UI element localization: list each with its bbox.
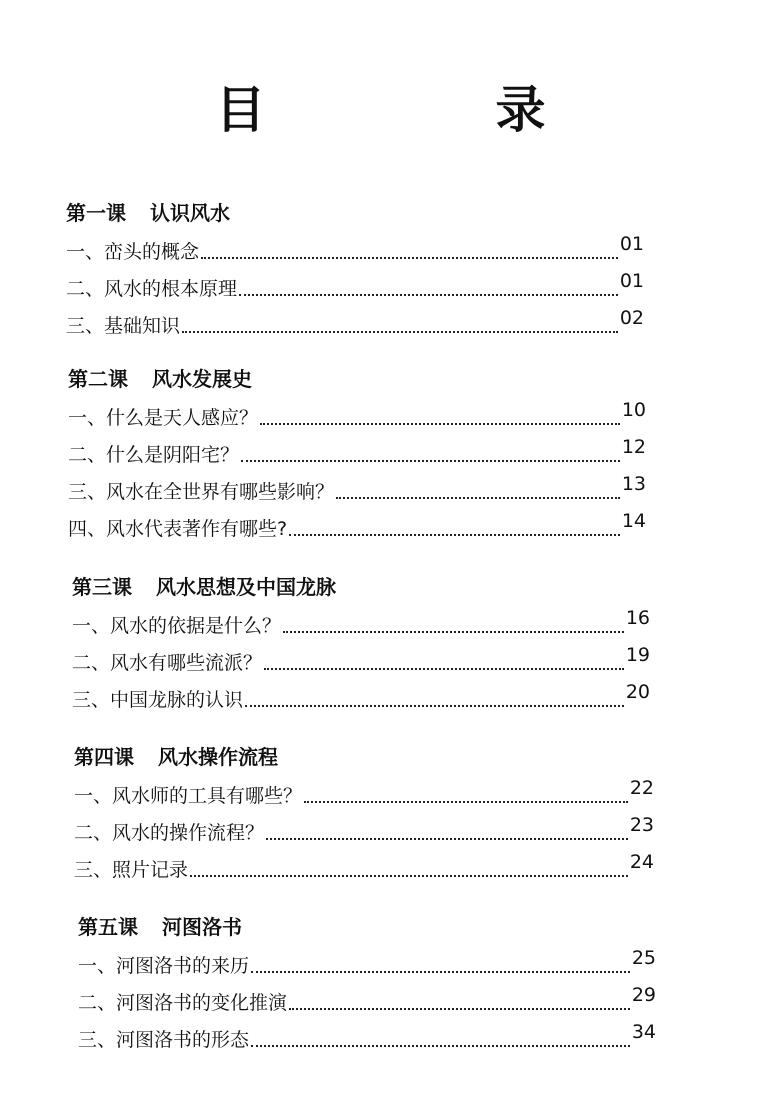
- dot-leader: [283, 631, 624, 633]
- toc-entry-title: 二、什么是阴阳宅？: [68, 444, 240, 466]
- lesson-name: 风水思想及中国龙脉: [156, 575, 336, 599]
- toc-entry-title: 三、中国龙脉的认识: [72, 689, 244, 711]
- lesson-section: [72, 572, 650, 713]
- toc-entry-page: 23: [629, 814, 654, 836]
- dot-leader: [241, 460, 620, 462]
- toc-entry[interactable]: [66, 302, 644, 339]
- lesson-heading: [78, 912, 656, 942]
- toc-entry-page: 19: [625, 644, 650, 666]
- toc-entry-page: 01: [619, 270, 644, 292]
- toc-entry[interactable]: [72, 639, 650, 676]
- dot-leader: [289, 534, 620, 536]
- lesson-heading: [74, 742, 654, 772]
- lesson-number: 第四课: [74, 745, 134, 769]
- toc-entry-page: 14: [621, 510, 646, 532]
- toc-entry-page: 24: [629, 851, 654, 873]
- lesson-section: [68, 364, 646, 542]
- toc-entry[interactable]: [72, 676, 650, 713]
- toc-entry-page: 25: [631, 947, 656, 969]
- toc-entry-title: 三、河图洛书的形态: [78, 1029, 250, 1051]
- dot-leader: [182, 331, 618, 333]
- lesson-number: 第二课: [68, 367, 128, 391]
- toc-entry-page: 12: [621, 436, 646, 458]
- toc-entry-page: 01: [619, 233, 644, 255]
- lesson-number: 第一课: [66, 201, 126, 225]
- toc-entry-page: 02: [619, 307, 644, 329]
- dot-leader: [251, 1045, 630, 1047]
- toc-entry[interactable]: [66, 265, 644, 302]
- toc-entry[interactable]: [78, 979, 656, 1016]
- dot-leader: [260, 423, 620, 425]
- toc-entry[interactable]: [78, 1016, 656, 1053]
- toc-entry-page: 10: [621, 399, 646, 421]
- lesson-name: 风水发展史: [152, 367, 252, 391]
- toc-entry-title: 三、风水在全世界有哪些影响？: [68, 481, 335, 503]
- toc-entry-title: 一、峦头的概念: [66, 241, 200, 263]
- toc-entry-title: 二、河图洛书的变化推演: [78, 992, 288, 1014]
- lesson-number: 第五课: [78, 915, 138, 939]
- dot-leader: [201, 257, 618, 259]
- lesson-section: [78, 912, 656, 1053]
- lesson-name: 风水操作流程: [158, 745, 278, 769]
- toc-entry-page: 20: [625, 681, 650, 703]
- toc-entry[interactable]: [74, 772, 654, 809]
- toc-entry-title: 一、风水师的工具有哪些？: [74, 785, 303, 807]
- toc-entry-page: 13: [621, 473, 646, 495]
- page-title: 目 录: [215, 81, 636, 139]
- toc-entry-page: 22: [629, 777, 654, 799]
- dot-leader: [239, 294, 618, 296]
- toc-entry[interactable]: [72, 602, 650, 639]
- toc-entry-title: 二、风水的根本原理: [66, 278, 238, 300]
- lesson-heading: [68, 364, 646, 394]
- toc-entry-title: 三、照片记录: [74, 859, 189, 881]
- toc-entry[interactable]: [68, 431, 646, 468]
- toc-entry[interactable]: [78, 942, 656, 979]
- toc-entry-page: 34: [631, 1021, 656, 1043]
- toc-entry-page: 16: [625, 607, 650, 629]
- toc-entry-page: 29: [631, 984, 656, 1006]
- lesson-section: [66, 198, 644, 339]
- toc-entry-title: 一、风水的依据是什么？: [72, 615, 282, 637]
- dot-leader: [251, 971, 630, 973]
- lesson-heading: [72, 572, 650, 602]
- lesson-name: 河图洛书: [162, 915, 242, 939]
- lesson-number: 第三课: [72, 575, 132, 599]
- lesson-name: 认识风水: [150, 201, 230, 225]
- toc-entry-title: 一、什么是天人感应？: [68, 407, 259, 429]
- toc-entry[interactable]: [74, 809, 654, 846]
- toc-entry-title: 一、河图洛书的来历: [78, 955, 250, 977]
- toc-entry-title: 二、风水的操作流程？: [74, 822, 265, 844]
- toc-entry[interactable]: [68, 468, 646, 505]
- toc-entry-title: 三、基础知识: [66, 315, 181, 337]
- dot-leader: [245, 705, 624, 707]
- toc-entry[interactable]: [68, 394, 646, 431]
- dot-leader: [304, 801, 628, 803]
- lesson-heading: [66, 198, 644, 228]
- toc-entry-title: 四、风水代表著作有哪些?: [68, 518, 288, 540]
- dot-leader: [289, 1008, 630, 1010]
- dot-leader: [266, 838, 628, 840]
- toc-entry[interactable]: [68, 505, 646, 542]
- dot-leader: [264, 668, 624, 670]
- toc-entry-title: 二、风水有哪些流派？: [72, 652, 263, 674]
- toc-entry[interactable]: [74, 846, 654, 883]
- lesson-section: [74, 742, 654, 883]
- dot-leader: [190, 875, 628, 877]
- dot-leader: [336, 497, 620, 499]
- toc-entry[interactable]: [66, 228, 644, 265]
